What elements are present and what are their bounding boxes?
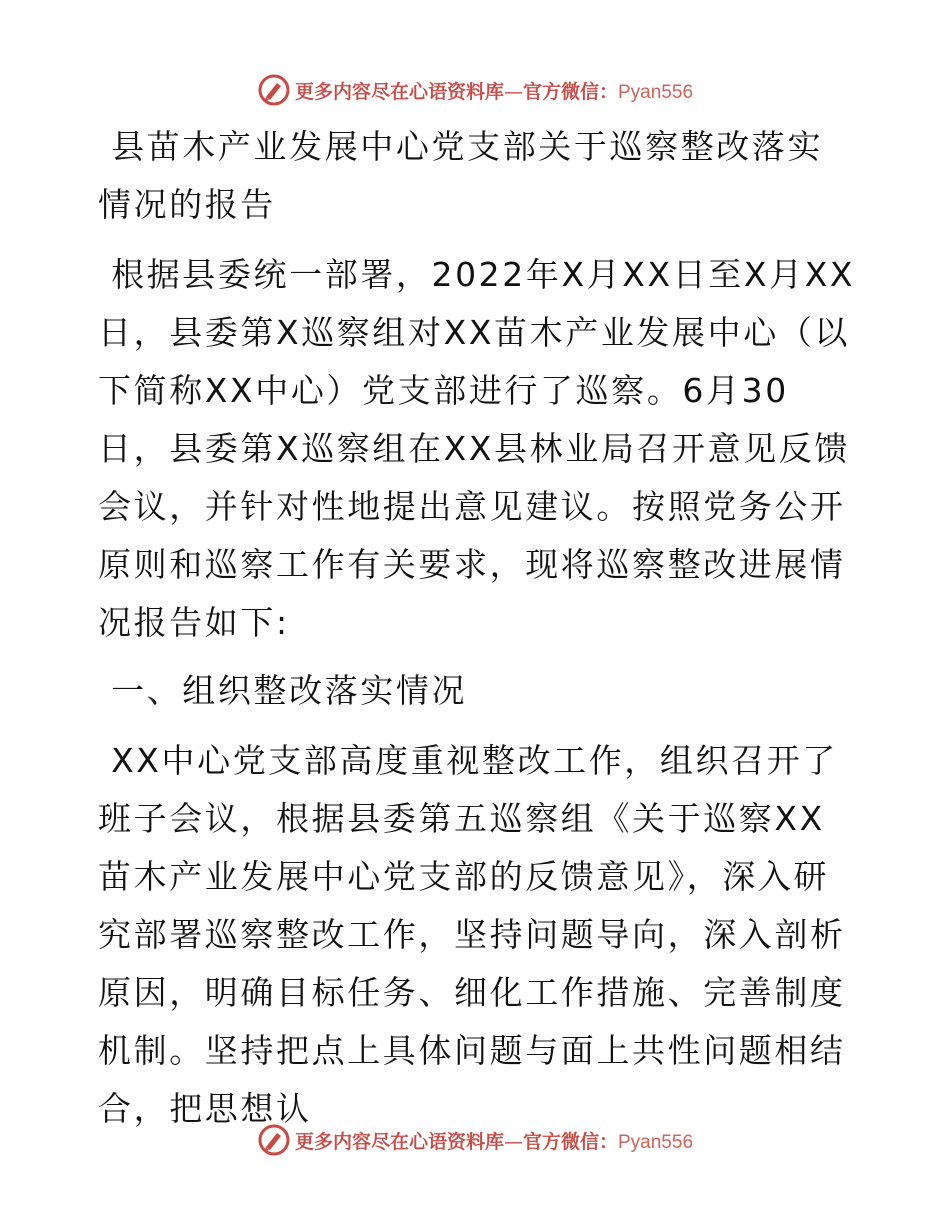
watermark-text: 更多内容尽在心语资料库—官方微信：Pyan556 [294, 1130, 694, 1153]
pen-logo-icon [257, 73, 291, 107]
watermark-text: 更多内容尽在心语资料库—官方微信：Pyan556 [294, 80, 694, 103]
section-heading: 一、组织整改落实情况 [98, 671, 468, 710]
document-body [98, 118, 858, 1138]
paragraph-rectification: XX中心党支部高度重视整改工作，组织召开了班子会议，根据县委第五巡察组《关于巡察XX苗木产业发展中心党支部的反馈意见》，深入研究部署巡察整改工作，坚持问题导向，深入剖析原因，明确目标任务、细化工作措施、完善制度机制。坚持把点上具体问题与面上共性问题相结合，把思想认 [98, 741, 846, 1128]
document-title: 县苗木产业发展中心党支部关于巡察整改落实情况的报告 [98, 127, 824, 224]
pen-logo-icon [257, 1123, 291, 1157]
paragraph-intro: 根据县委统一部署，2022年X月XX日至X月XX日，县委第X巡察组对XX苗木产业发展中心（以下简称XX中心）党支部进行了巡察。6月30日，县委第X巡察组在XX县林业局召开意见反馈会议，并针对性地提出意见建议。按照党务公开原则和巡察工作有关要求，现将巡察整改进展情况报告如下: [98, 255, 856, 642]
watermark-header [0, 72, 950, 108]
watermark-footer [0, 1122, 950, 1158]
